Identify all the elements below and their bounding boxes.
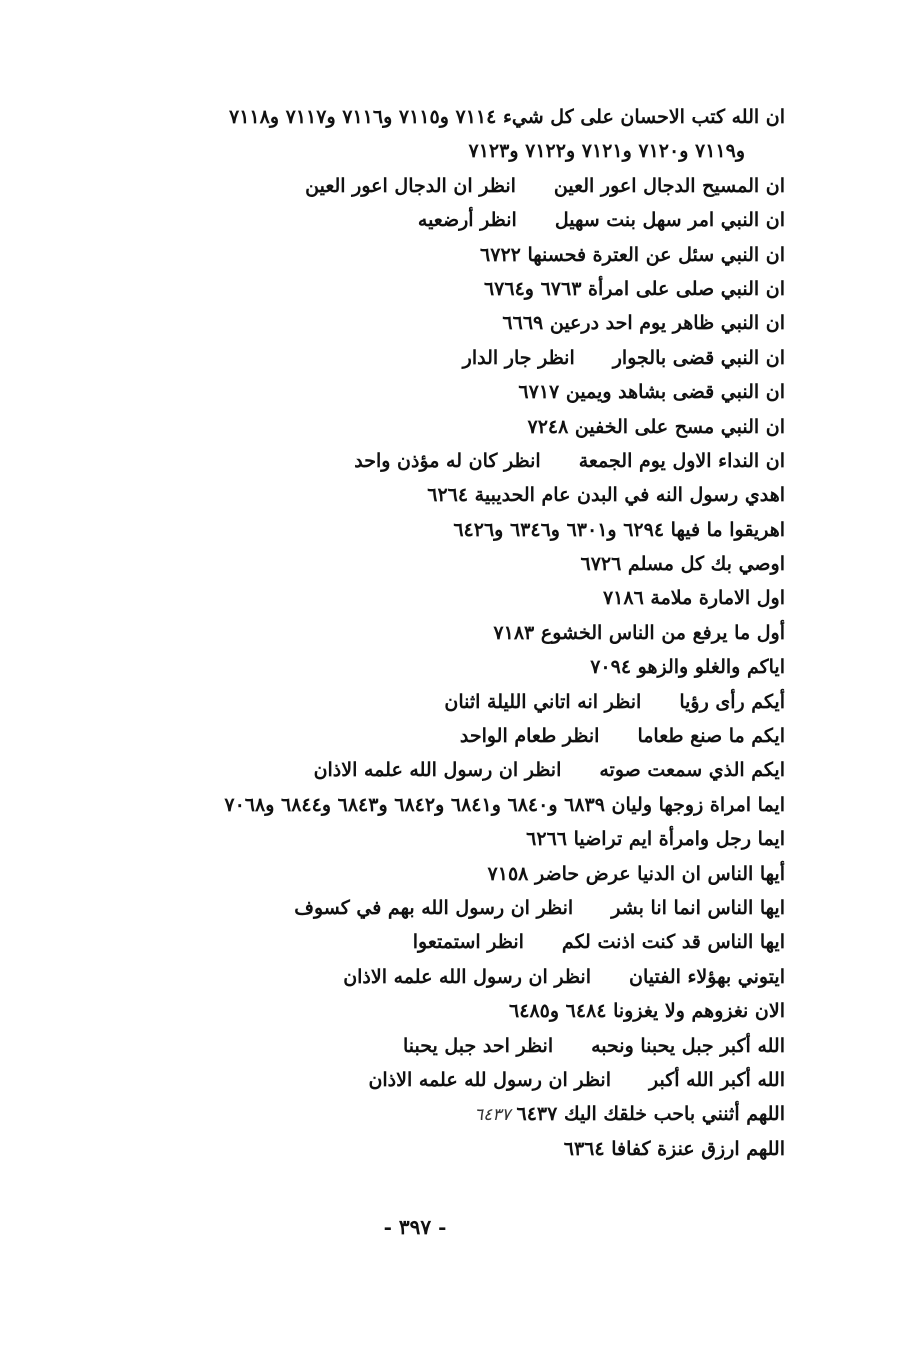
entry-text: ان النبي صلى على امرأة ٦٧٦٣ و٦٧٦٤ bbox=[483, 277, 785, 300]
entry-text: اول الامارة ملامة ٧١٨٦ bbox=[602, 587, 785, 610]
entry-cross-reference: انظر جار الدار bbox=[462, 346, 575, 369]
entry-text: ان الله كتب الاحسان على كل شيء ٧١١٤ و٧١١٥ و٧١١٦ و٧١١٧ و٧١١٨ bbox=[229, 106, 785, 128]
entry-text: اهريقوا ما فيها ٦٢٩٤ و٦٣٠١ و٦٣٤٦ و٦٤٢٦ bbox=[453, 518, 785, 541]
index-entry bbox=[75, 822, 785, 856]
index-entry bbox=[75, 306, 785, 340]
index-entry bbox=[75, 1097, 785, 1131]
index-entry bbox=[75, 341, 785, 375]
entry-text: اللهم أثنني باحب خلقك اليك ٦٤٣٧ bbox=[516, 1103, 785, 1126]
index-entry bbox=[75, 410, 785, 444]
index-entry bbox=[75, 960, 785, 994]
index-entry bbox=[75, 513, 785, 547]
entry-text: و٧١١٩ و٧١٢٠ و٧١٢١ و٧١٢٢ و٧١٢٣ bbox=[468, 140, 745, 163]
entry-text: الله أكبر جبل يحبنا ونحبه bbox=[591, 1034, 785, 1057]
entry-text: أيكم رأى رؤيا bbox=[679, 690, 785, 713]
entry-text: ان النبي قضى بالجوار bbox=[612, 346, 785, 369]
entry-cross-reference: انظر ان رسول الله علمه الاذان bbox=[313, 759, 562, 782]
index-entry bbox=[75, 788, 785, 822]
entry-cross-reference: انظر طعام الواحد bbox=[459, 725, 600, 748]
index-entry bbox=[75, 169, 785, 203]
index-entry bbox=[75, 134, 785, 168]
index-entry bbox=[75, 650, 785, 684]
entry-text: ان النبي سئل عن العترة فحسنها ٦٧٢٢ bbox=[480, 243, 785, 266]
entry-text: ايكم ما صنع طعاما bbox=[637, 725, 785, 748]
entry-cross-reference: انظر ان رسول الله بهم في كسوف bbox=[294, 896, 574, 919]
entry-text: اهدي رسول النه في البدن عام الحديبية ٦٢٦٤ bbox=[427, 484, 785, 507]
index-entry bbox=[75, 1063, 785, 1097]
entry-cross-reference: انظر انه اتاني الليلة اثنان bbox=[444, 690, 642, 713]
entry-text: ان النبي مسح على الخفين ٧٢٤٨ bbox=[527, 415, 785, 438]
index-entry bbox=[75, 719, 785, 753]
index-entry bbox=[75, 547, 785, 581]
index-entries bbox=[75, 100, 785, 1166]
entry-text: اوصي بك كل مسلم ٦٧٢٦ bbox=[580, 553, 785, 576]
index-entry bbox=[75, 375, 785, 409]
entry-cross-reference: انظر كان له مؤذن واحد bbox=[354, 449, 541, 472]
index-entry bbox=[75, 616, 785, 650]
entry-text: الله أكبر الله أكبر bbox=[648, 1068, 785, 1091]
entry-cross-reference: انظر ان رسول الله علمه الاذان bbox=[343, 965, 591, 988]
entry-text: اياكم والغلو والزهو ٧٠٩٤ bbox=[590, 656, 785, 679]
index-entry bbox=[75, 1029, 785, 1063]
index-entry bbox=[75, 1132, 785, 1166]
entry-text: ايكم الذي سمعت صوته bbox=[599, 759, 785, 782]
index-entry bbox=[75, 685, 785, 719]
index-entry bbox=[75, 238, 785, 272]
entry-text: ان النبي ظاهر يوم احد درعين ٦٦٦٩ bbox=[502, 312, 785, 335]
index-entry bbox=[75, 994, 785, 1028]
entry-text: ايها الناس انما انا بشر bbox=[611, 896, 785, 919]
index-entry bbox=[75, 891, 785, 925]
index-entry bbox=[75, 272, 785, 306]
entry-cross-reference: انظر استمتعوا bbox=[412, 931, 524, 954]
entry-text: ان المسيح الدجال اعور العين bbox=[553, 174, 785, 197]
entry-cross-reference: انظر احد جبل يحبنا bbox=[402, 1034, 554, 1057]
entry-text: اللهم ارزق عنزة كفافا ٦٣٦٤ bbox=[563, 1137, 785, 1160]
index-entry bbox=[75, 753, 785, 787]
entry-text: ان النداء الاول يوم الجمعة bbox=[578, 449, 785, 472]
entry-text: الان نغزوهم ولا يغزونا ٦٤٨٤ و٦٤٨٥ bbox=[509, 1000, 785, 1023]
index-entry bbox=[75, 581, 785, 615]
entry-cross-reference: انظر ان الدجال اعور العين bbox=[305, 174, 516, 197]
index-entry bbox=[75, 857, 785, 891]
entry-cross-reference: انظر ان رسول لله علمه الاذان bbox=[368, 1068, 611, 1091]
entry-text: ايها الناس قد كنت اذنت لكم bbox=[561, 931, 785, 954]
entry-text: أول ما يرفع من الناس الخشوع ٧١٨٣ bbox=[493, 621, 785, 644]
handwritten-note: ٦٤٣٧ bbox=[473, 1105, 511, 1126]
index-entry bbox=[75, 444, 785, 478]
entry-text: ان النبي قضى بشاهد ويمين ٦٧١٧ bbox=[518, 381, 785, 404]
entry-cross-reference: انظر أرضعيه bbox=[417, 209, 517, 232]
page-number: - ٣٩٧ - bbox=[383, 1215, 447, 1239]
entry-text: ايتوني بهؤلاء الفتيان bbox=[629, 965, 785, 988]
index-entry bbox=[75, 203, 785, 237]
entry-text: ايما رجل وامرأة ايم تراضيا ٦٢٦٦ bbox=[526, 828, 785, 851]
index-entry bbox=[75, 100, 785, 134]
index-entry bbox=[75, 925, 785, 959]
index-entry bbox=[75, 478, 785, 512]
entry-text: ايما امراة زوجها وليان ٦٨٣٩ و٦٨٤٠ و٦٨٤١ و٦٨٤٢ و٦٨٤٣ و٦٨٤٤ و٧٠٦٨ bbox=[224, 793, 785, 816]
entry-text: أيها الناس ان الدنيا عرض حاضر ٧١٥٨ bbox=[487, 862, 785, 885]
entry-text: ان النبي امر سهل بنت سهيل bbox=[554, 209, 785, 232]
